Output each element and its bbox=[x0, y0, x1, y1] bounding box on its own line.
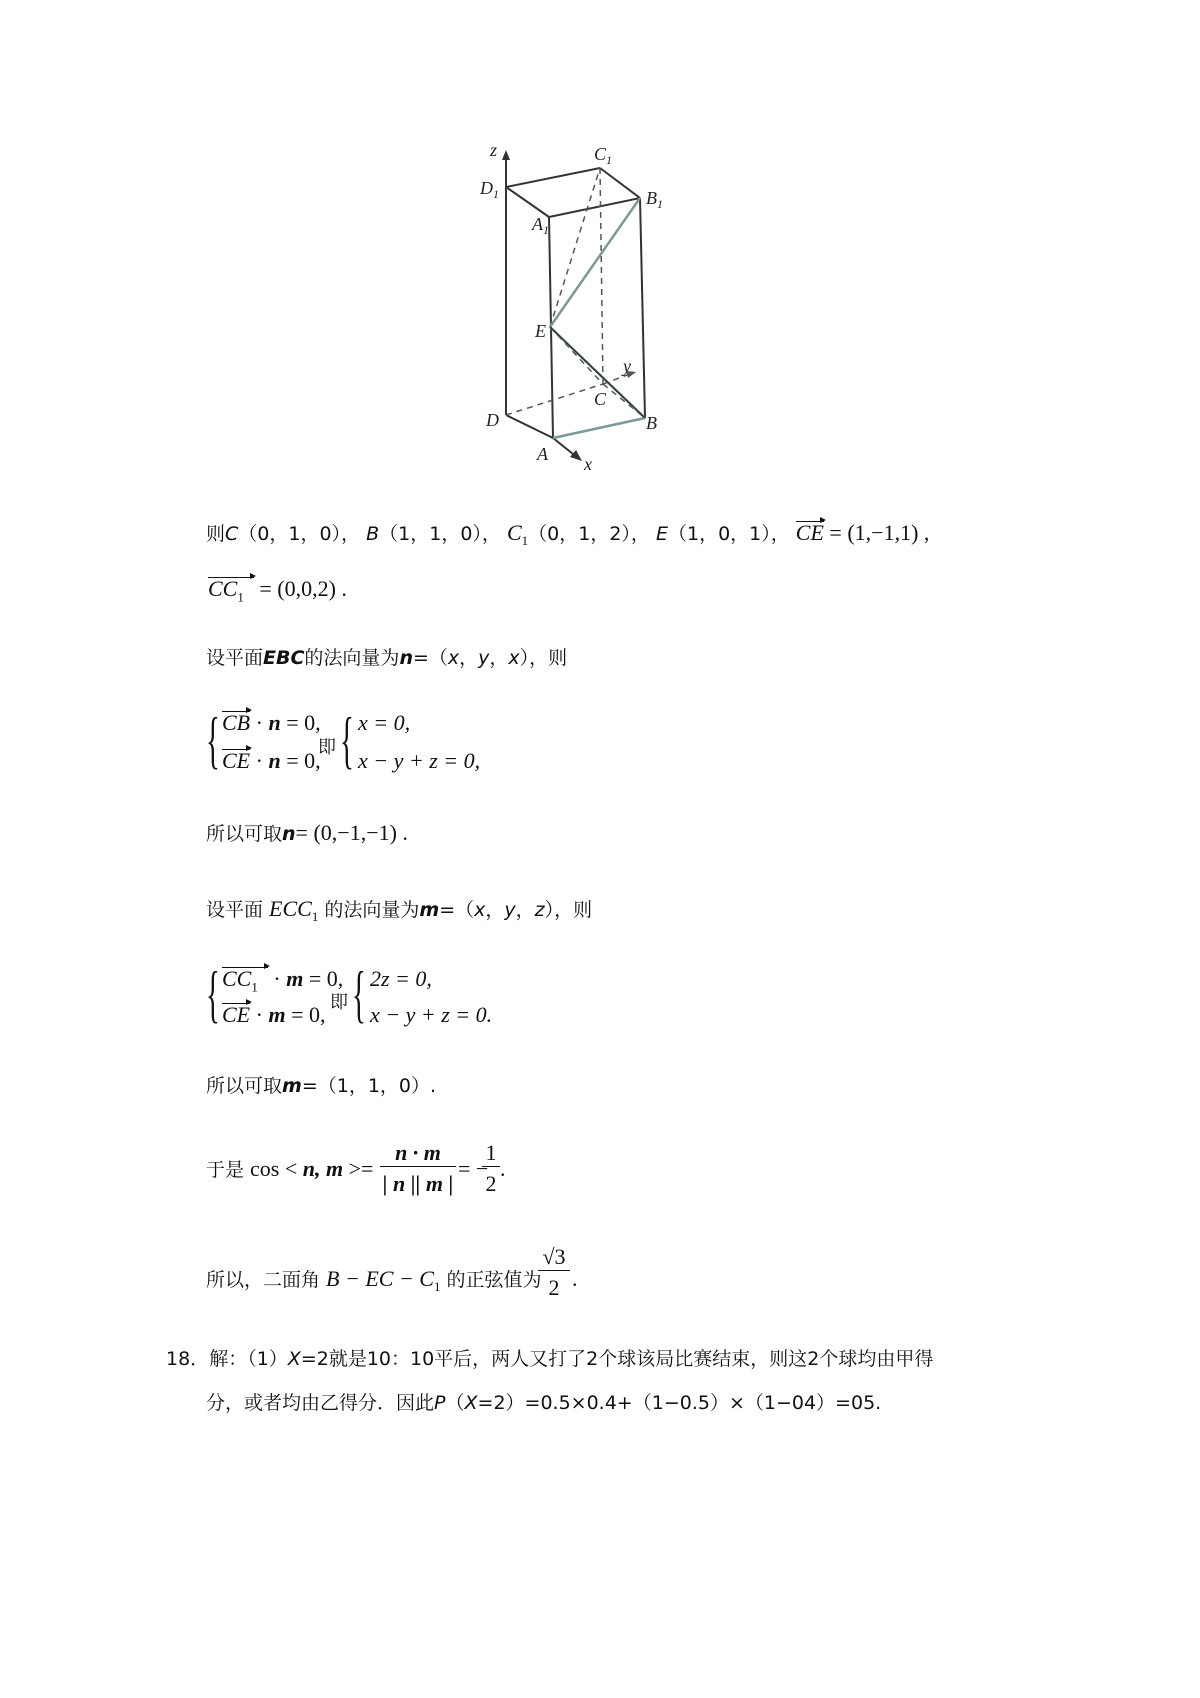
label-a1: $A_1$ bbox=[532, 214, 549, 237]
label-c1: $C_1$ bbox=[594, 144, 613, 167]
coords-line: 则C（0，1，0）， B（1，1，0）， $C_1(0$，1，2）， E（1，0，1）， CE = (1,−1,1) , bbox=[206, 520, 930, 548]
label-z: z bbox=[490, 140, 498, 160]
label-a: A bbox=[537, 444, 548, 464]
cosine-formula: 于是 cos < n, m >= $\frac{n \cdot m}{| n || m |}$ = − $\frac{1}{2}$ . bbox=[206, 1140, 506, 1196]
label-e: E bbox=[535, 321, 546, 341]
normal-m-result: 所以可取m=（1，1，0）. bbox=[206, 1075, 437, 1097]
label-y: y bbox=[623, 356, 631, 376]
label-b: B bbox=[646, 413, 657, 433]
problem-18-line-1: 18．解：（1）X=2就是10：10平后，两人又打了2个球该局比赛结束，则这2个球均由甲得 bbox=[166, 1348, 934, 1370]
label-x: x bbox=[584, 454, 592, 474]
dihedral-angle-result: 所以，二面角 B − EC − $C_1$ 的正弦值为 $\frac{√3}{2}$ . bbox=[206, 1244, 578, 1300]
label-d1: $D_1$ bbox=[480, 178, 499, 201]
label-b1: $B_1$ bbox=[646, 188, 663, 211]
label-d: D bbox=[486, 410, 499, 430]
cc1-vector-line: $CC_1 = (0,0,2)$ . bbox=[208, 576, 347, 605]
problem-18-line-2: 分，或者均由乙得分．因此P（X=2）=0.5×0.4+（1−0.5）×（1−04）=05. bbox=[206, 1392, 882, 1414]
vector-cc1: $CC_1$ bbox=[208, 576, 254, 605]
normal-n-result: 所以可取n= (0,−1,−1) . bbox=[206, 820, 408, 845]
problem-number: 18． bbox=[166, 1348, 210, 1370]
vector-ce: CE bbox=[795, 520, 824, 545]
plane-ebc-normal-line: 设平面EBC的法向量为n=（x，y，x），则 bbox=[206, 647, 568, 669]
plane-ecc1-normal-line: 设平面 $ECC_1$ 的法向量为m=（x，y，z），则 bbox=[206, 896, 593, 924]
label-c: C bbox=[594, 389, 607, 409]
prism-figure bbox=[470, 140, 690, 480]
equation-system-1: { CB · n = 0, CE · n = 0, 即 { x = 0, x − y + z = 0, bbox=[206, 704, 481, 775]
equation-system-2: { $CC_1 \cdot m = 0$, CE · m = 0, 即 { 2z = 0, x − y + z = 0. bbox=[206, 958, 493, 1029]
